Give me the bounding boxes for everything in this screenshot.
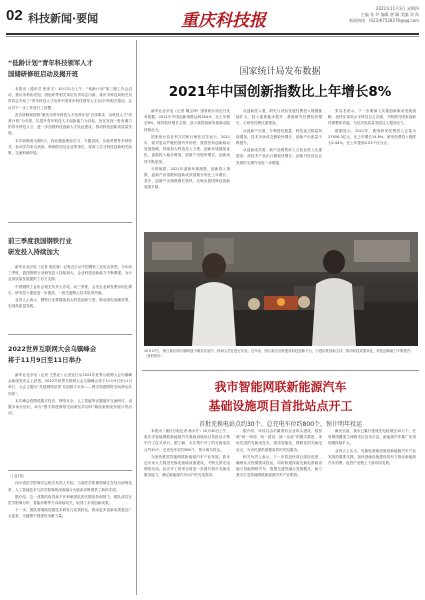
- bottom-subtitle: 首批充换电站点约30个、总充电车位约800个，预计明年投运: [198, 421, 363, 428]
- hotline: 新闻热线：(023)67528276@qq.com: [348, 18, 419, 23]
- story-body: [8, 372, 132, 470]
- editors: 主编 张 玲 编辑 唐 飘 美编 刘 尚: [360, 12, 419, 17]
- bottom-headline-line-1: 我市智能网联新能源汽车: [214, 380, 347, 394]
- paragraph: 据介绍，这一成果的取得离不开科研团队的长期坚持和努力，团队成员在医学影像分析、智能诊断等方向持续攻关，取得了多项创新成果。: [8, 494, 132, 506]
- story-kicker: “低龄计划”青年科技领军人才: [8, 59, 94, 67]
- main-kicker: 国家统计局发布数据: [239, 67, 321, 77]
- main-body-col-3: [328, 108, 416, 228]
- paragraph: 新华社北京电（记者 姜辰蓉）记者近日从中国钢铁工业协会获悉，今年前三季度，我国钢铁行业研发投入持续加大，企业科技创新能力不断增强，为行业高质量发展提供了有力支撑。: [8, 265, 132, 282]
- paragraph: 本次峰会将围绕数字经济、网络安全、人工智能等议题展开交流研讨，设置多场分论坛，举办“携手构建网络空间命运共同体”精品案例发布展示等活动。: [8, 398, 132, 416]
- newspaper-logo: 重庆科技报: [181, 11, 266, 31]
- continued-kicker: （上接1版）: [8, 474, 26, 478]
- paragraph: 业内人士认为，充换电基础设施是新能源汽车产业发展的重要支撑，加快基础设施建设将有力推动新能源汽车消费，促进产业链上下游协同发展。: [328, 448, 416, 466]
- paragraph: 本报讯（通讯员 张家宝）10月31日上午，“低龄计划”第三期工作会启动，重庆市科协党组、团组织等相关单位负责同志出席。重庆市科技局相关负责同志介绍了“青年科技人才培养中国青年科技领军人才启动”的相关情况，会议对下一步工作进行了部署。: [8, 87, 132, 110]
- paragraph: 本报讯（重庆日报记者 杨永芹）10月30日上午，重庆市智能网联新能源汽车基础设施项目首批站点集中开工仪式举行。据了解，本次集中开工的充换电站点约30个，总充电车位约800个，预计明年投运。: [144, 429, 230, 452]
- column-divider: [136, 40, 137, 595]
- paragraph: 本次研修班为期5天，内容涵盖理论学习、专题讲座、实地考察等多种形式，参训学员来自高校、科研院所及企业等单位，将深入学习科技创新相关政策，交流科研经验。: [8, 138, 132, 156]
- masthead: [6, 4, 419, 34]
- story-headline: 国储研修班启动及揭开班: [8, 70, 79, 78]
- story-body: [8, 86, 132, 210]
- story-kicker: 2022世界互联网大会乌镇峰会: [8, 345, 97, 353]
- paragraph: 从创新产出看，专利授权数量、科技论文数量持续增加，技术市场成交额较快增长，创新产出质量不断提升。: [236, 128, 322, 146]
- main-body-col-1: [144, 108, 230, 228]
- issue-date: 2022年11月3日 星期四: [375, 6, 419, 11]
- bottom-body-col-3: [328, 428, 416, 592]
- paragraph: 截至目前，我市已累计建成充电桩超过10万个，充电网络覆盖主城都市区及各区县，新能源汽车推广应用规模持续扩大。: [328, 429, 416, 446]
- left-story-1: [8, 58, 132, 210]
- paragraph: 业内人士表示，钢铁行业要继续加大科技创新力度，推动绿色低碳转型，实现高质量发展。: [8, 298, 132, 309]
- section-title: 科技新闻·要闻: [28, 12, 99, 25]
- bottom-body-col-1: [144, 428, 230, 592]
- story-divider: [8, 470, 132, 471]
- story-headline: 研发投入持续加大: [8, 248, 60, 256]
- paragraph: 相关负责人表示，下一步将加快项目建设进度，确保站点按期建成投运，同时积极探索充换电基础设施与智能网联汽车、智慧交通等融合发展模式，助力我市打造智能网联新能源汽车产业集群。: [236, 454, 322, 478]
- story-body: [8, 480, 132, 594]
- left-story-2: [8, 236, 132, 332]
- story-divider: [142, 370, 419, 371]
- masthead-rule: [6, 33, 419, 35]
- story-divider: [8, 334, 132, 335]
- paragraph: 从创新成效看，新产品销售收入占营业收入比重提高，高技术产品出口额较快增长，创新对经济社会发展的支撑作用进一步增强。: [236, 148, 322, 165]
- lab-scene-illustration: [144, 232, 418, 346]
- paragraph: 分领域看，2021年创新环境指数、创新投入指数、创新产出指数和创新成效指数分别比上年增长。其中，创新产出指数增长较快，反映出我国科技创新成果丰硕。: [144, 166, 230, 190]
- paragraph: 据介绍，该项目由市属国有企业牵头建设，将按照“统一规划、统一建设、统一运营”的模式推进，采用先进的充换电技术，建设智能化、网联化的充换电站点，为市民提供便捷高效的充电服务。: [236, 429, 322, 452]
- photo-caption: 10月27日，两江新区明月湖科创小镇实验室内，科研人员在进行实验。近年来，两江新区加快建设科技创新平台，引进培育创新主体，推动科技成果转化，科技创新能力不断提升。（资料图片）: [144, 349, 414, 358]
- paragraph: 新华社北京电（记者 王思北）记者近日从2022年世界互联网大会乌镇峰会新闻发布会上获悉，2022年世界互联网大会乌镇峰会将于11月9日至11日举行，大会主题为“共建网络世界 共创数字未来——携手构建网络空间命运共同体”。: [8, 373, 132, 396]
- paragraph: 从创新投入看，研究与试验发展经费投入规模继续扩大，投入强度稳步提升；基础研究经费较快增长，占研发经费比重提高。: [236, 109, 322, 126]
- paragraph: 数据显示，2021年，我国研发经费投入总量为27956.3亿元，比上年增长14.6%，研发经费投入强度为2.44%，比上年提高0.03个百分点。: [328, 128, 416, 146]
- story-kicker: 前三季度我国钢铁行业: [8, 237, 72, 245]
- masthead-rule-thin: [6, 36, 419, 37]
- main-story: [142, 40, 418, 100]
- main-body-col-2: [236, 108, 322, 228]
- news-photo: [144, 232, 418, 346]
- paragraph: 为加快推进智能网联新能源汽车产业发展，我市近年来大力推进充换电基础设施建设，不断完善充电网络布局。此次开工的项目将进一步提升我市充换电服务能力，满足新能源汽车用户的充电需求。: [144, 454, 230, 478]
- paragraph: 张启龙表示，下一步要深入实施创新驱动发展战略，加快实现高水平科技自立自强，不断提升国家创新体系整体效能，为经济高质量发展注入强劲动力。: [328, 109, 416, 126]
- paragraph: 中国钢铁工业协会相关负责人介绍，前三季度，会员企业研发费用同比增长，研发投入强度进一步提高，一批关键核心技术取得突破。: [8, 284, 132, 295]
- paragraph: 此次研修班按照“重庆市青年科技人才培养计划”总体要求，以科技人才“培养计划”为引领，以提升青年科技人才创新能力为目标，旨在发现一批有潜力的青年科技人才，进一步加强科技创新人才队伍建设，推动科技创新高质量发展。: [8, 112, 132, 136]
- story-divider: [8, 222, 132, 223]
- paragraph: 下一步，团队将继续加强技术研发与成果转化，推动更多创新成果惠及广大患者，为健康中国建设贡献力量。: [8, 508, 132, 519]
- left-story-3: [8, 344, 132, 470]
- main-headline: 2021年中国创新指数比上年增长8%: [168, 84, 392, 100]
- bottom-headline-line-2: 基础设施项目首批站点开工: [208, 399, 353, 413]
- bottom-body-col-2: [236, 428, 322, 592]
- paragraph: 新华社北京电（记者 魏玉坤）国家统计局近日发布数据，2021年中国创新指数达到264.6，比上年增长8%，保持较快增长态势，显示我国创新发展新动能持续壮大。: [144, 109, 230, 132]
- page-number: 02: [6, 7, 23, 24]
- story-headline: 将于11月9日至11日举办: [8, 356, 82, 364]
- paragraph: 四川省医学影像学会相关负责人介绍，当前医学影像领域正在经历深刻变革，人工智能技术与医学影像的深度融合为临床诊断提供了新的手段。: [8, 481, 132, 492]
- bottom-story: [142, 378, 419, 428]
- continued-story: [8, 474, 132, 594]
- story-body: [8, 264, 132, 332]
- paragraph: 国家统计局社科文司统计师张启龙表示，2021年，面对复杂严峻的国内外形势，我国坚持创新驱动发展战略，持续加大科技投入力度，创新环境继续优化，创新投入稳步增加，创新产出较快增长，创新成效不断显现。: [144, 134, 230, 164]
